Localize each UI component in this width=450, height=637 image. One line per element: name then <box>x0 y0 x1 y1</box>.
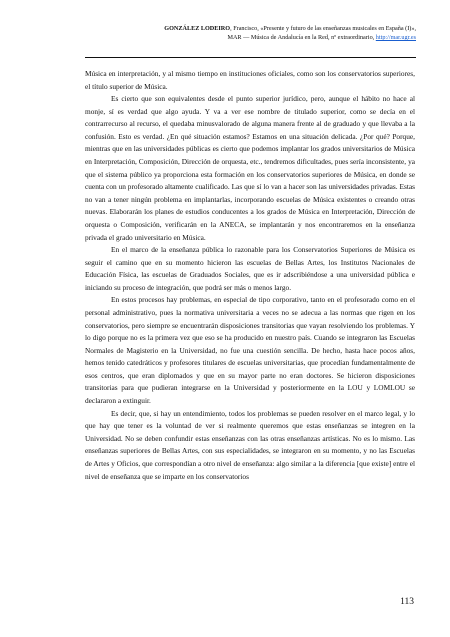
citation-text-2: MAR — Música de Andalucía en la Red, nº extraordinario, <box>227 34 376 41</box>
page-number: 113 <box>400 597 414 607</box>
citation-line-1 <box>56 24 416 33</box>
paragraph: En estos procesos hay problemas, en especial de tipo corporativo, tanto en el profesorado como en el personal administrativo, pues la normativa universitaria a veces no se adecua a las normas que rigen en los conservatorios, pero siempre se encuentrarán disposiciones transitorias que vayan resolviendo los problemas. Y lo digo porque no es la primera vez que eso se ha producido en nuestro país. Cuando se integraron las Escuelas Normales de Magisterio en la Universidad, no fue una cuestión sencilla. De hecho, hasta hace pocos años, hemos tenido catedráticos y profesores titulares de escuelas universitarias, que procedían fundamentalmente de esos centros, que eran diplomados y que en su mayor parte no eran doctores. Se hicieron disposiciones transitorias para que pudieran integrarse en la Universidad y posteriormente en la LOU y LOMLOU se declararon a extinguir. <box>85 295 415 406</box>
paragraph: Es decir, que, si hay un entendimiento, todos los problemas se pueden resolver en el marco legal, y lo que hay que tener es la voluntad de ver si realmente queremos que estas enseñanzas se integren en la Universidad. No se deben confundir estas enseñanzas con las otras enseñanzas artísticas. No es lo mismo. Las enseñanzas superiores de Bellas Artes, con sus especialidades, se integraron en su momento, y no las Escuelas de Artes y Oficios, que correspondían a otro nivel de enseñanza: algo similar a la diferencia [que existe] entre el nivel de enseñanza que se imparte en los conservatorios <box>85 408 415 481</box>
citation-line-2 <box>56 33 416 42</box>
journal-url-link[interactable]: http://mar.ugr.es <box>375 34 416 41</box>
body-text <box>85 68 415 483</box>
citation-text-1: , Francisco, «Presente y futuro de las enseñanzas musicales en España (I)», <box>230 25 416 32</box>
header-divider <box>85 57 416 58</box>
paragraph: Música en interpretación, y al mismo tiempo en instituciones oficiales, como son los conservatorios superiores, el título superior de Música. <box>85 69 415 91</box>
paragraph: En el marco de la enseñanza pública lo razonable para los Conservatorios Superiores de Música es seguir el camino que en su momento hicieron las escuelas de Bellas Artes, los Institutos Nacionales de Educación Física, las escuelas de Graduados Sociales, que es ir adscribiéndose a una universidad pública e iniciando su proceso de integración, que podrá ser más o menos largo. <box>85 245 415 292</box>
citation-header <box>56 24 416 42</box>
author-name: GONZÁLEZ LODEIRO <box>164 25 231 32</box>
paragraph: Es cierto que son equivalentes desde el punto superior jurídico, pero, aunque el hábito no hace al monje, sí es verdad que algo ayuda. Y va a ver ese nombre de titulado superior, como se decía en el contrarrecurso al recurso, el quedaba minusvalorado de alguna manera frente al de graduado y que llevaba a la confusión. Esto es verdad. ¿En qué situación estamos? Estamos en una situación delicada. ¿Por qué? Porque, mientras que en las universidades públicas es cierto que podemos implantar los grados universitarios de Música en Interpretación, Composición, Dirección de orquesta, etc., tendremos dificultades, pues sería inconsistente, ya que el sistema público ya proporciona esta formación en los conservatorios superiores de Música, en donde se cuenta con un profesorado altamente cualificado. Las que sí lo van a hacer son las universidades privadas. Estas no van a tener ningún problema en implantarlas, incorporando escuelas de Música existentes o creando otras nuevas. Elaborarán los planes de estudios conducentes a los grados de Música en Interpretación, Dirección de orquesta o Composición, verificarán en la ANECA, se implantarán y nos encontraremos en la enseñanza privada el grado universitario en Música. <box>85 94 415 242</box>
